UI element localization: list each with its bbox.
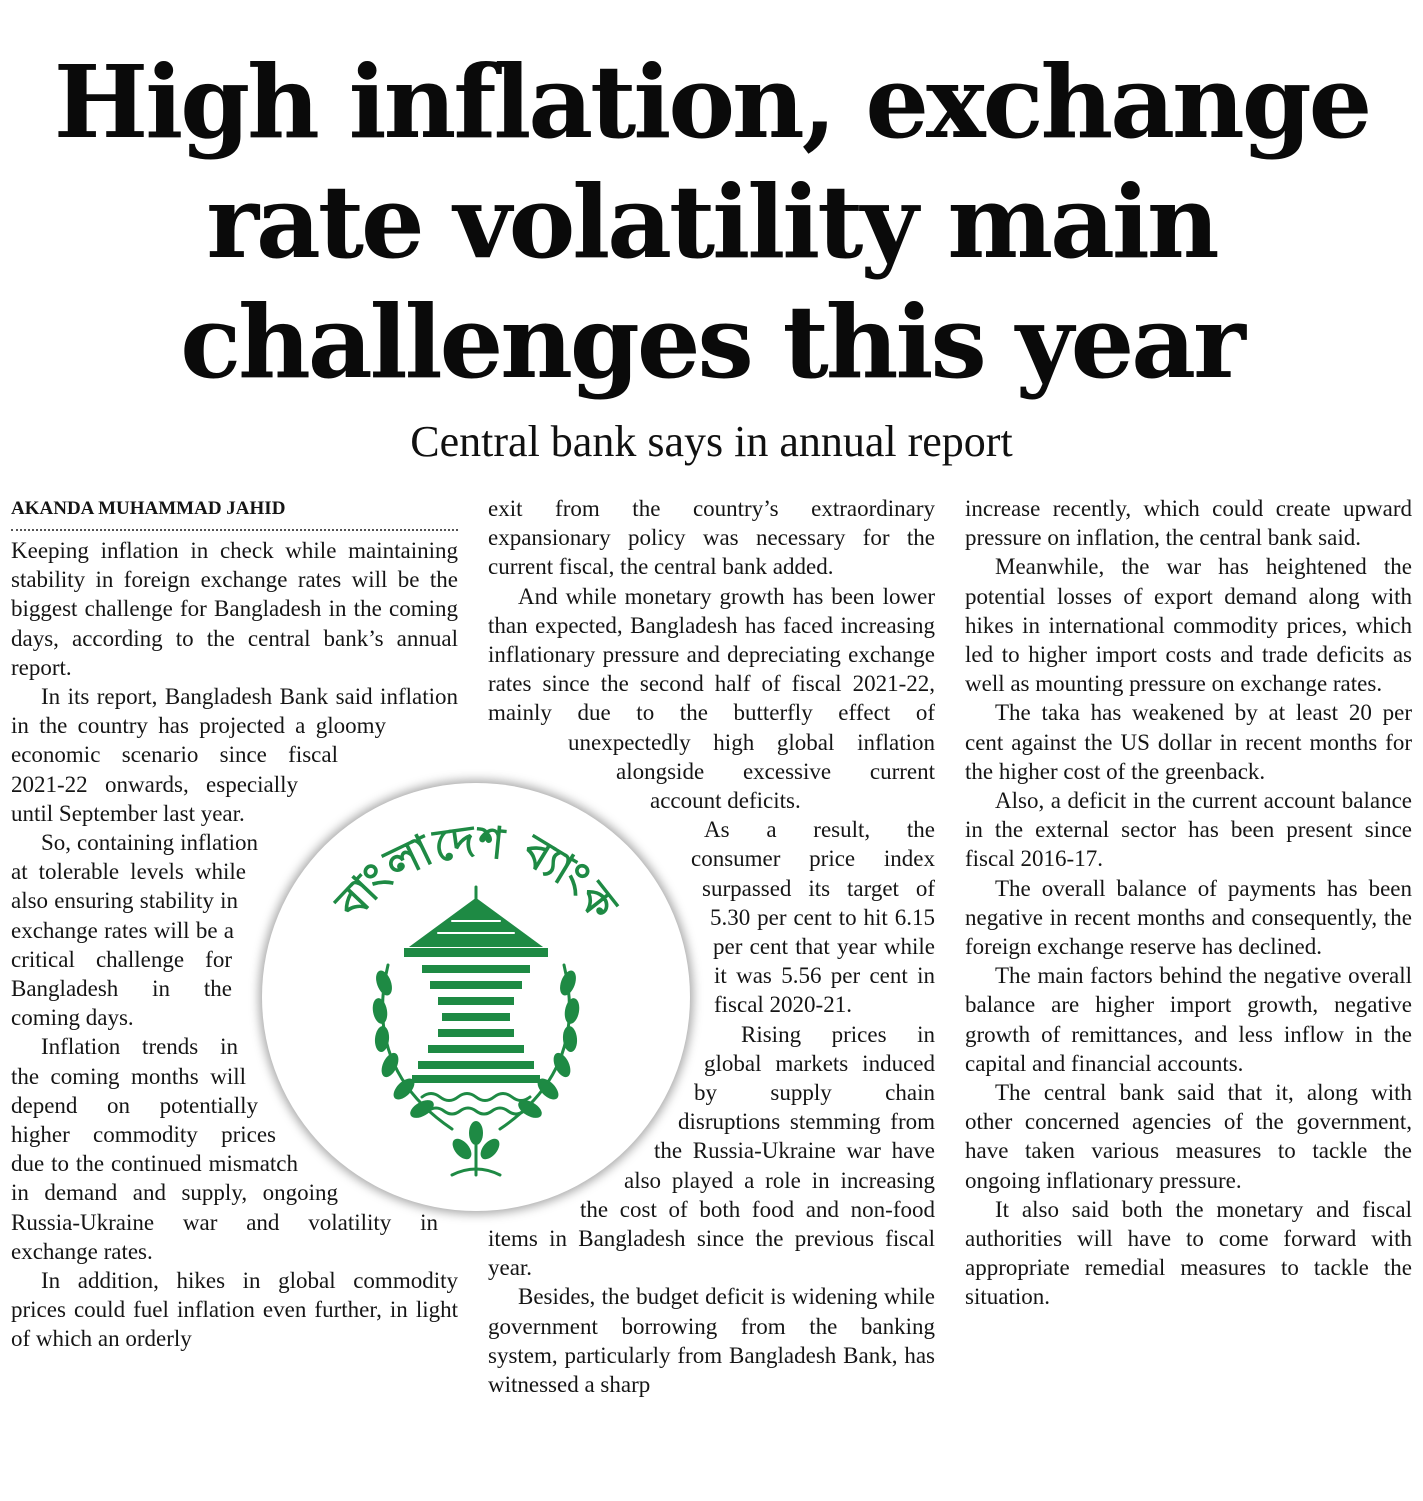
article-column-3 [965,494,1412,1490]
article-paragraph: In addition, hikes in global commodity prices could fuel inflation even further, in light of which an orderly [11,1268,458,1352]
article-paragraph: The overall balance of payments has been negative in recent months and consequently, the foreign exchange reserve has declined. [965,875,1412,960]
article-paragraph: Besides, the budget deficit is widening while government borrowing from the banking system, particularly from Bangladesh Bank, has witnessed a sharp [488,1284,935,1398]
headline: High inflation, exchange rate volatility main challenges this year [53,43,1370,401]
article-paragraph: The central bank said that it, along with other concerned agencies of the government, have taken various measures to tackle the ongoing inflationary pressure. [965,1080,1412,1193]
bangladesh-bank-logo [262,783,690,1211]
article-paragraph: The main factors behind the negative overall balance are higher import growth, negative growth of remittances, and less inflow in the capital and financial accounts. [965,963,1412,1076]
article-paragraph: In its report, Bangladesh Bank said inflation in the country has projected a gloomy economic scenario since fiscal 2021-22 onwards, especially until September last year. [11,684,458,826]
article-paragraph: increase recently, which could create upward pressure on inflation, the central bank said. [965,496,1412,551]
article-paragraph: Meanwhile, the war has heightened the potential losses of export demand along with hikes in international commodity prices, which led to higher import costs and trade deficits as well as mounting pressure on exchange rates. [965,554,1412,697]
article-paragraph: Inflation trends in the coming months will depend on potentially higher commodity prices due to the continued mismatch in demand and supply, ongoing Russia-Ukraine war and volatility in exchange rates. [11,1034,438,1264]
article-paragraph: The taka has weakened by at least 20 per cent against the US dollar in recent months for the higher cost of the greenback. [965,700,1412,784]
article-paragraph: Also, a deficit in the current account balance in the external sector has been present since fiscal 2016-17. [965,788,1412,872]
article-paragraph: Rising prices in global markets induced by supply chain disruptions stemming from the Russia-Ukraine war have also played a role in increasing the cost of both food and non-food items in Bangladesh since the previous fiscal year. [488,1021,935,1281]
subheadline: Central bank says in annual report [410,417,1013,466]
article-paragraph: And while monetary growth has been lower than expected, Bangladesh has faced increasing inflationary pressure and depreciating exchange rates since the second half of fiscal 2021-22, mainly due to the butterfly effect of unexpectedly high global inflation alongside excessive current account deficits. [488,583,935,814]
article-paragraph: So, containing inflation at tolerable levels while also ensuring stability in exchange rates will be a critical challenge for Bangladesh in the coming days. [11,830,258,1031]
article-paragraph: As a result, the consumer price index surpassed its target of 5.30 per cent to hit 6.15 per cent that year while it was 5.56 per cent in fiscal 2020-21. [691,817,935,1018]
bangladesh-bank-seal-icon [262,783,690,1211]
seal-script-text: বাংলাদেশ ব্যাংক [325,815,627,930]
article-paragraph: It also said both the monetary and fiscal authorities will have to come forward with appropriate remedial measures to tackle the situation. [965,1196,1412,1310]
byline: AKANDA MUHAMMAD JAHID [11,494,458,531]
article-paragraph: exit from the country’s extraordinary expansionary policy was necessary for the current fiscal, the central bank added. [488,496,935,580]
article-paragraph: Keeping inflation in check while maintaining stability in foreign exchange rates will be the biggest challenge for Bangladesh in the coming days, according to the central bank’s annual report. [11,538,458,680]
